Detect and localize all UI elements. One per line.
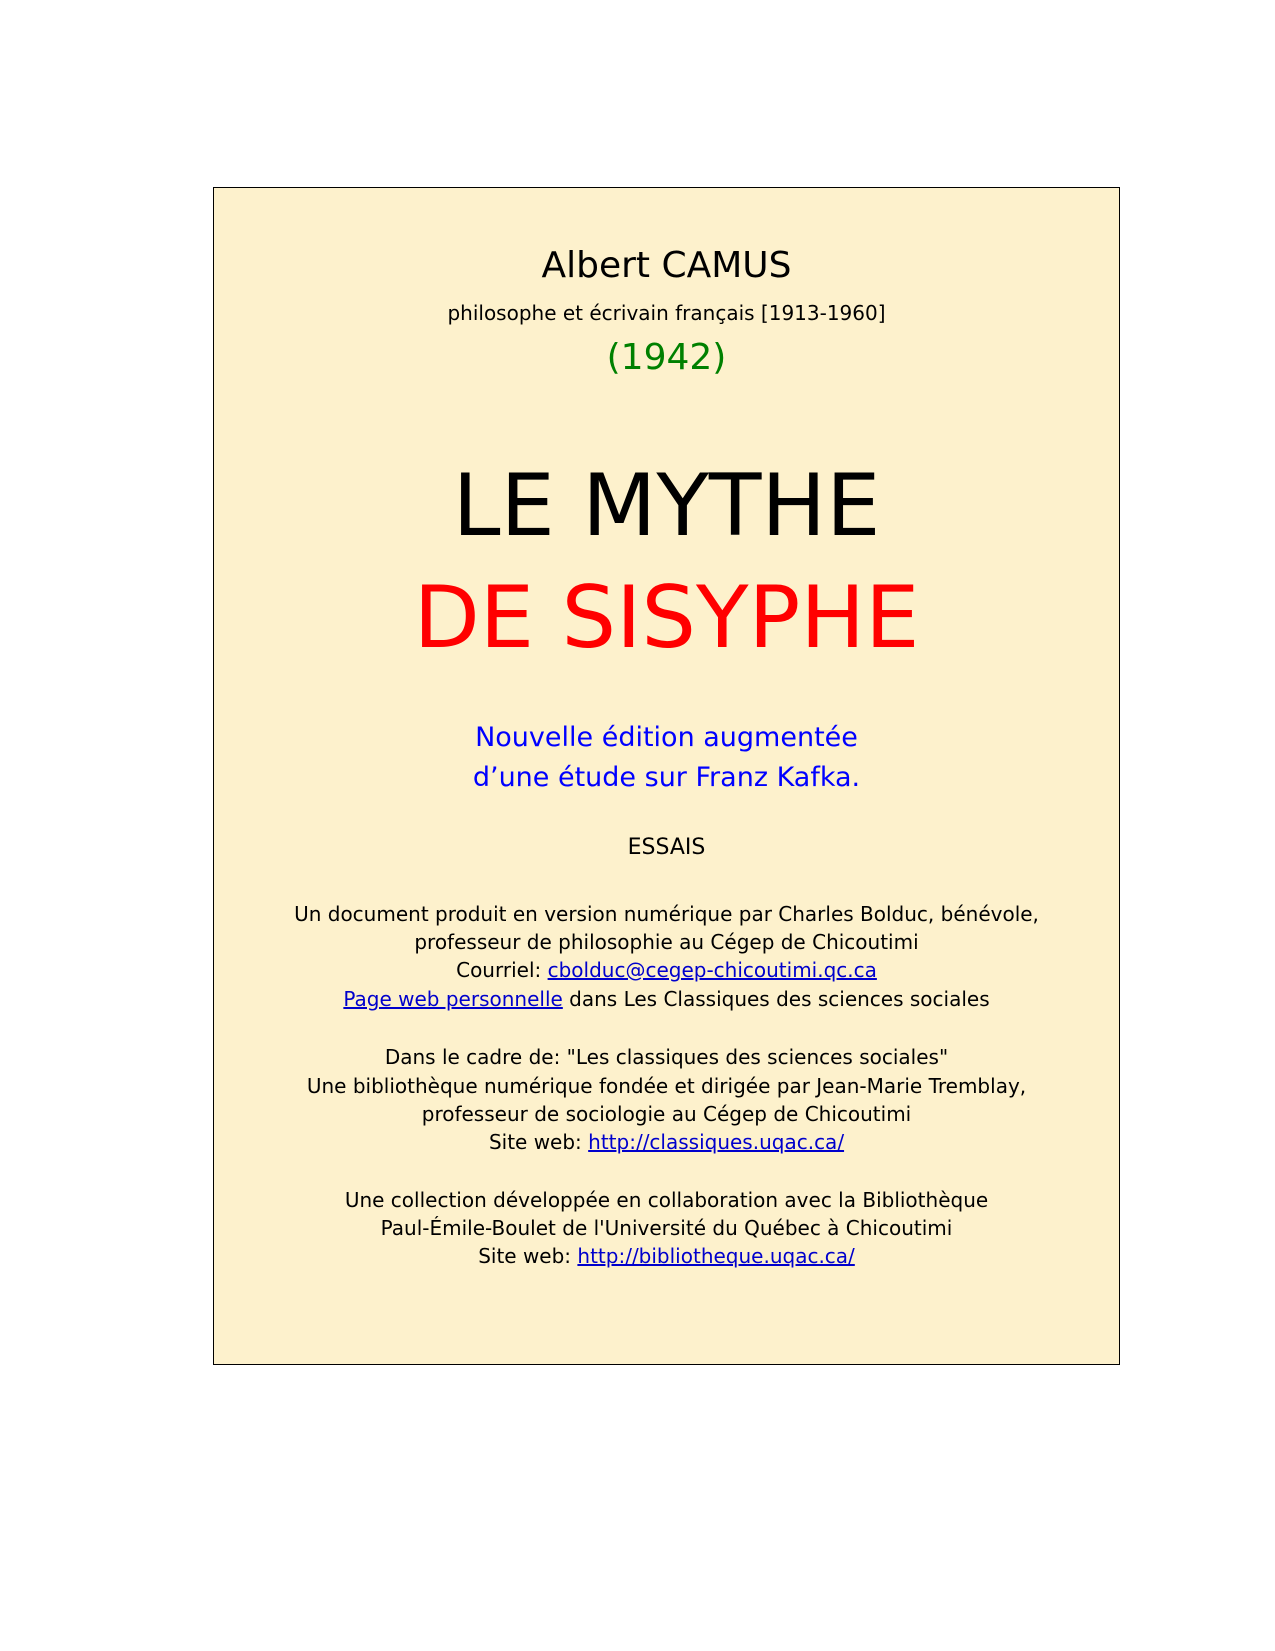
frame-line2: Une bibliothèque numérique fondée et dirigée par Jean-Marie Tremblay, [306, 1074, 1027, 1098]
genre-label: ESSAIS [627, 835, 706, 860]
publication-year: (1942) [606, 337, 727, 378]
edition-note-line2: d’une étude sur Franz Kafka. [472, 762, 861, 793]
classiques-site-link[interactable]: http://classiques.uqac.ca/ [588, 1130, 845, 1154]
book-title-line2: DE SISYPHE [413, 568, 920, 668]
frame-line1: Dans le cadre de: "Les classiques des sciences sociales" [384, 1045, 949, 1069]
site1-label: Site web: [488, 1130, 589, 1154]
collab-line2: Paul-Émile-Boulet de l'Université du Québec à Chicoutimi [380, 1216, 953, 1240]
author-subtitle: philosophe et écrivain français [1913-1960] [447, 301, 886, 325]
producer-line2: professeur de philosophie au Cégep de Chicoutimi [414, 930, 919, 954]
book-title-line1: LE MYTHE [452, 456, 881, 556]
site2-label: Site web: [478, 1244, 578, 1268]
personal-page-link[interactable]: Page web personnelle [343, 987, 563, 1011]
personal-page-line [214, 985, 1119, 1013]
frame-line3: professeur de sociologie au Cégep de Chicoutimi [421, 1102, 912, 1126]
email-label: Courriel: [456, 958, 548, 982]
site2-line [214, 1242, 1119, 1270]
collab-line1: Une collection développée en collaboration avec la Bibliothèque [344, 1188, 989, 1212]
personal-page-suffix: dans Les Classiques des sciences sociales [562, 987, 990, 1011]
producer-line1: Un document produit en version numérique par Charles Bolduc, bénévole, [294, 902, 1039, 926]
email-line [214, 956, 1119, 984]
cover-page [213, 187, 1120, 1365]
author-name: Albert CAMUS [541, 245, 792, 286]
bibliotheque-site-link[interactable]: http://bibliotheque.uqac.ca/ [577, 1244, 855, 1268]
site1-line [214, 1128, 1119, 1156]
edition-note-line1: Nouvelle édition augmentée [475, 722, 858, 753]
email-link[interactable]: cbolduc@cegep-chicoutimi.qc.ca [547, 958, 877, 982]
